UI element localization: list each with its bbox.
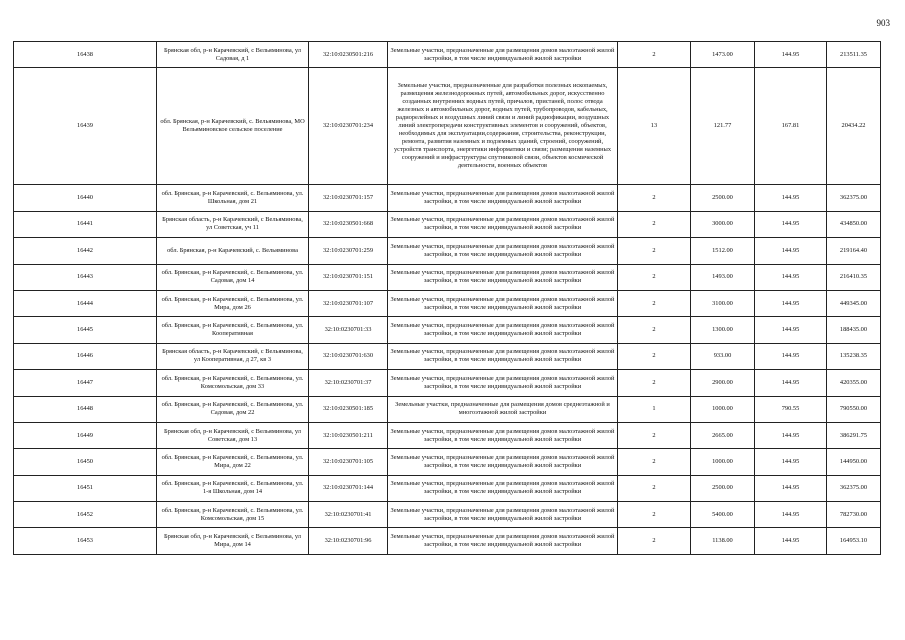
land-use-cell: Земельные участки, предназначенные для размещения домов малоэтажной жилой застройки, в том числе индивидуальной жилой застройки [388, 185, 618, 211]
cadastral-number-cell: 32:10:0230701:107 [309, 290, 388, 316]
table-row [14, 396, 881, 422]
row-id-cell: 16453 [14, 528, 157, 554]
area-cell: 933.00 [691, 343, 755, 369]
area-cell: 2500.00 [691, 475, 755, 501]
cadastral-value-cell: 362375.00 [827, 185, 881, 211]
cadastral-value-cell: 135238.35 [827, 343, 881, 369]
cadastral-value-cell: 188435.00 [827, 317, 881, 343]
land-use-cell: Земельные участки, предназначенные для размещения домов малоэтажной жилой застройки, в том числе индивидуальной жилой застройки [388, 449, 618, 475]
row-id-cell: 16450 [14, 449, 157, 475]
group-cell: 2 [618, 211, 691, 237]
address-cell: Брянская обл, р-н Карачевский, с Вельяминова, ул Мира, дом 14 [157, 528, 309, 554]
table-row [14, 528, 881, 554]
area-cell: 1300.00 [691, 317, 755, 343]
row-id-cell: 16451 [14, 475, 157, 501]
land-use-cell: Земельные участки, предназначенные для размещения домов малоэтажной жилой застройки, в том числе индивидуальной жилой застройки [388, 528, 618, 554]
cadastral-value-cell: 782730.00 [827, 502, 881, 528]
cadastral-number-cell: 32:10:0230501:216 [309, 42, 388, 68]
table-row [14, 449, 881, 475]
cadastral-number-cell: 32:10:0230501:668 [309, 211, 388, 237]
address-cell: обл. Брянская, р-н Карачевский, с. Вельяминова, ул. Комсомольская, дом 33 [157, 370, 309, 396]
land-use-cell: Земельные участки, предназначенные для размещения домов малоэтажной жилой застройки, в том числе индивидуальной жилой застройки [388, 264, 618, 290]
row-id-cell: 16442 [14, 238, 157, 264]
group-cell: 13 [618, 68, 691, 185]
rate-cell: 144.95 [755, 290, 827, 316]
table-row [14, 264, 881, 290]
land-use-cell: Земельные участки, предназначенные для размещения домов малоэтажной жилой застройки, в том числе индивидуальной жилой застройки [388, 475, 618, 501]
cadastral-number-cell: 32:10:0230701:259 [309, 238, 388, 264]
cadastral-value-cell: 219164.40 [827, 238, 881, 264]
group-cell: 2 [618, 185, 691, 211]
cadastral-value-cell: 20434.22 [827, 68, 881, 185]
page-number: 903 [876, 18, 890, 28]
cadastral-number-cell: 32:10:0230501:185 [309, 396, 388, 422]
rate-cell: 144.95 [755, 422, 827, 448]
group-cell: 1 [618, 396, 691, 422]
table-row [14, 185, 881, 211]
row-id-cell: 16449 [14, 422, 157, 448]
land-use-cell: Земельные участки, предназначенные для размещения домов малоэтажной жилой застройки, в том числе индивидуальной жилой застройки [388, 211, 618, 237]
area-cell: 1493.00 [691, 264, 755, 290]
area-cell: 3000.00 [691, 211, 755, 237]
cadastral-number-cell: 32:10:0230701:630 [309, 343, 388, 369]
rate-cell: 144.95 [755, 264, 827, 290]
area-cell: 1512.00 [691, 238, 755, 264]
table-body [14, 42, 881, 555]
area-cell: 1000.00 [691, 396, 755, 422]
land-use-cell: Земельные участки, предназначенные для размещения домов малоэтажной жилой застройки, в том числе индивидуальной жилой застройки [388, 343, 618, 369]
address-cell: обл. Брянская, р-н Карачевский, с. Вельяминова, ул. Мира, дом 22 [157, 449, 309, 475]
rate-cell: 144.95 [755, 370, 827, 396]
address-cell: обл. Брянская, р-н Карачевский, с. Вельяминова, ул. Садовая, дом 14 [157, 264, 309, 290]
cadastral-value-cell: 144950.00 [827, 449, 881, 475]
rate-cell: 790.55 [755, 396, 827, 422]
table-row [14, 68, 881, 185]
area-cell: 121.77 [691, 68, 755, 185]
rate-cell: 144.95 [755, 42, 827, 68]
table-row [14, 475, 881, 501]
group-cell: 2 [618, 370, 691, 396]
group-cell: 2 [618, 475, 691, 501]
row-id-cell: 16448 [14, 396, 157, 422]
address-cell: обл. Брянская, р-н Карачевский, с. Вельяминова, ул. Садовая, дом 22 [157, 396, 309, 422]
address-cell: обл. Брянская, р-н Карачевский, с. Вельяминова [157, 238, 309, 264]
land-use-cell: Земельные участки, предназначенные для размещения домов малоэтажной жилой застройки, в том числе индивидуальной жилой застройки [388, 502, 618, 528]
row-id-cell: 16452 [14, 502, 157, 528]
cadastral-value-cell: 434850.00 [827, 211, 881, 237]
area-cell: 1138.00 [691, 528, 755, 554]
address-cell: обл. Брянская, р-н Карачевский, с. Вельяминова, ул. Кооперативная [157, 317, 309, 343]
group-cell: 2 [618, 422, 691, 448]
land-use-cell: Земельные участки, предназначенные для размещения домов малоэтажной жилой застройки, в том числе индивидуальной жилой застройки [388, 422, 618, 448]
row-id-cell: 16446 [14, 343, 157, 369]
cadastral-number-cell: 32:10:0230701:151 [309, 264, 388, 290]
group-cell: 2 [618, 238, 691, 264]
cadastral-number-cell: 32:10:0230701:144 [309, 475, 388, 501]
cadastral-value-table [13, 41, 881, 555]
area-cell: 1473.00 [691, 42, 755, 68]
cadastral-number-cell: 32:10:0230501:211 [309, 422, 388, 448]
cadastral-value-cell: 213511.35 [827, 42, 881, 68]
group-cell: 2 [618, 42, 691, 68]
group-cell: 2 [618, 528, 691, 554]
table-row [14, 211, 881, 237]
area-cell: 3100.00 [691, 290, 755, 316]
land-use-cell: Земельные участки, предназначенные для размещения домов малоэтажной жилой застройки, в том числе индивидуальной жилой застройки [388, 238, 618, 264]
cadastral-number-cell: 32:10:0230701:33 [309, 317, 388, 343]
row-id-cell: 16441 [14, 211, 157, 237]
area-cell: 2665.00 [691, 422, 755, 448]
cadastral-number-cell: 32:10:0230701:234 [309, 68, 388, 185]
table-row [14, 343, 881, 369]
rate-cell: 144.95 [755, 449, 827, 475]
table-row [14, 317, 881, 343]
group-cell: 2 [618, 264, 691, 290]
group-cell: 2 [618, 449, 691, 475]
cadastral-number-cell: 32:10:0230701:96 [309, 528, 388, 554]
cadastral-value-cell: 790550.00 [827, 396, 881, 422]
cadastral-value-cell: 216410.35 [827, 264, 881, 290]
group-cell: 2 [618, 343, 691, 369]
area-cell: 1000.00 [691, 449, 755, 475]
land-use-cell: Земельные участки, предназначенные для размещения домов малоэтажной жилой застройки, в том числе индивидуальной жилой застройки [388, 317, 618, 343]
address-cell: обл. Брянская, р-н Карачевский, с. Вельяминова, ул. Школьная, дом 21 [157, 185, 309, 211]
group-cell: 2 [618, 502, 691, 528]
table-row [14, 290, 881, 316]
address-cell: обл. Брянская, р-н Карачевский, с. Вельяминова, ул. Комсомольская, дом 15 [157, 502, 309, 528]
land-use-cell: Земельные участки, предназначенные для размещения домов среднеэтажной и многоэтажной жилой застройки [388, 396, 618, 422]
rate-cell: 144.95 [755, 475, 827, 501]
address-cell: Брянская обл, р-н Карачевский, с Вельяминова, ул Садовая, д 1 [157, 42, 309, 68]
land-use-cell: Земельные участки, предназначенные для разработки полезных ископаемых, размещения железнодорожных путей, автомобильных дорог, искусственно созданных внутренних водных путей, причалов, пристаней, полос отвода железных и автомобильных дорог, водных путей, трубопроводов, кабельных, радиорелейных и воздушных линий связи и линий радиофикации, воздушных линий электропередачи конструктивных элементов и сооружений, объектов, необходимых для эксплуатации,содержания, строительства, реконструкции, ремонта, развития наземных и подземных зданий, строений, сооружений, устройств транспорта, энергетики информатики и связи; размещения наземных сооружений и инфраструктуры спутниковой связи, объектов космической деятельности, военных объектов [388, 68, 618, 185]
table-row [14, 370, 881, 396]
table-row [14, 42, 881, 68]
area-cell: 2500.00 [691, 185, 755, 211]
row-id-cell: 16447 [14, 370, 157, 396]
cadastral-number-cell: 32:10:0230701:157 [309, 185, 388, 211]
cadastral-value-cell: 362375.00 [827, 475, 881, 501]
row-id-cell: 16445 [14, 317, 157, 343]
group-cell: 2 [618, 290, 691, 316]
address-cell: Брянская область, р-н Карачевский, с Вельяминова, ул Кооперативная, д 27, кв 3 [157, 343, 309, 369]
cadastral-number-cell: 32:10:0230701:41 [309, 502, 388, 528]
address-cell: Брянская область, р-н Карачевский, с Вельяминова, ул Советская, уч 11 [157, 211, 309, 237]
land-use-cell: Земельные участки, предназначенные для размещения домов малоэтажной жилой застройки, в том числе индивидуальной жилой застройки [388, 290, 618, 316]
rate-cell: 167.81 [755, 68, 827, 185]
cadastral-value-cell: 420355.00 [827, 370, 881, 396]
group-cell: 2 [618, 317, 691, 343]
cadastral-value-cell: 164953.10 [827, 528, 881, 554]
rate-cell: 144.95 [755, 343, 827, 369]
row-id-cell: 16438 [14, 42, 157, 68]
rate-cell: 144.95 [755, 317, 827, 343]
land-use-cell: Земельные участки, предназначенные для размещения домов малоэтажной жилой застройки, в том числе индивидуальной жилой застройки [388, 370, 618, 396]
table-row [14, 422, 881, 448]
row-id-cell: 16440 [14, 185, 157, 211]
cadastral-number-cell: 32:10:0230701:37 [309, 370, 388, 396]
land-use-cell: Земельные участки, предназначенные для размещения домов малоэтажной жилой застройки, в том числе индивидуальной жилой застройки [388, 42, 618, 68]
rate-cell: 144.95 [755, 502, 827, 528]
area-cell: 2900.00 [691, 370, 755, 396]
address-cell: обл. Брянская, р-н Карачевский, с. Вельяминова, ул. Мира, дом 26 [157, 290, 309, 316]
table-row [14, 238, 881, 264]
row-id-cell: 16439 [14, 68, 157, 185]
rate-cell: 144.95 [755, 211, 827, 237]
row-id-cell: 16443 [14, 264, 157, 290]
cadastral-value-cell: 449345.00 [827, 290, 881, 316]
rate-cell: 144.95 [755, 185, 827, 211]
cadastral-number-cell: 32:10:0230701:105 [309, 449, 388, 475]
table-row [14, 502, 881, 528]
address-cell: обл. Брянская, р-н Карачевский, с. Вельяминова, ул. 1-я Школьная, дом 14 [157, 475, 309, 501]
address-cell: Брянская обл, р-н Карачевский, с Вельяминова, ул Советская, дом 13 [157, 422, 309, 448]
row-id-cell: 16444 [14, 290, 157, 316]
rate-cell: 144.95 [755, 238, 827, 264]
area-cell: 5400.00 [691, 502, 755, 528]
cadastral-value-cell: 386291.75 [827, 422, 881, 448]
address-cell: обл. Брянская, р-н Карачевский, с. Вельяминова, МО Вельяминовское сельское поселение [157, 68, 309, 185]
rate-cell: 144.95 [755, 528, 827, 554]
